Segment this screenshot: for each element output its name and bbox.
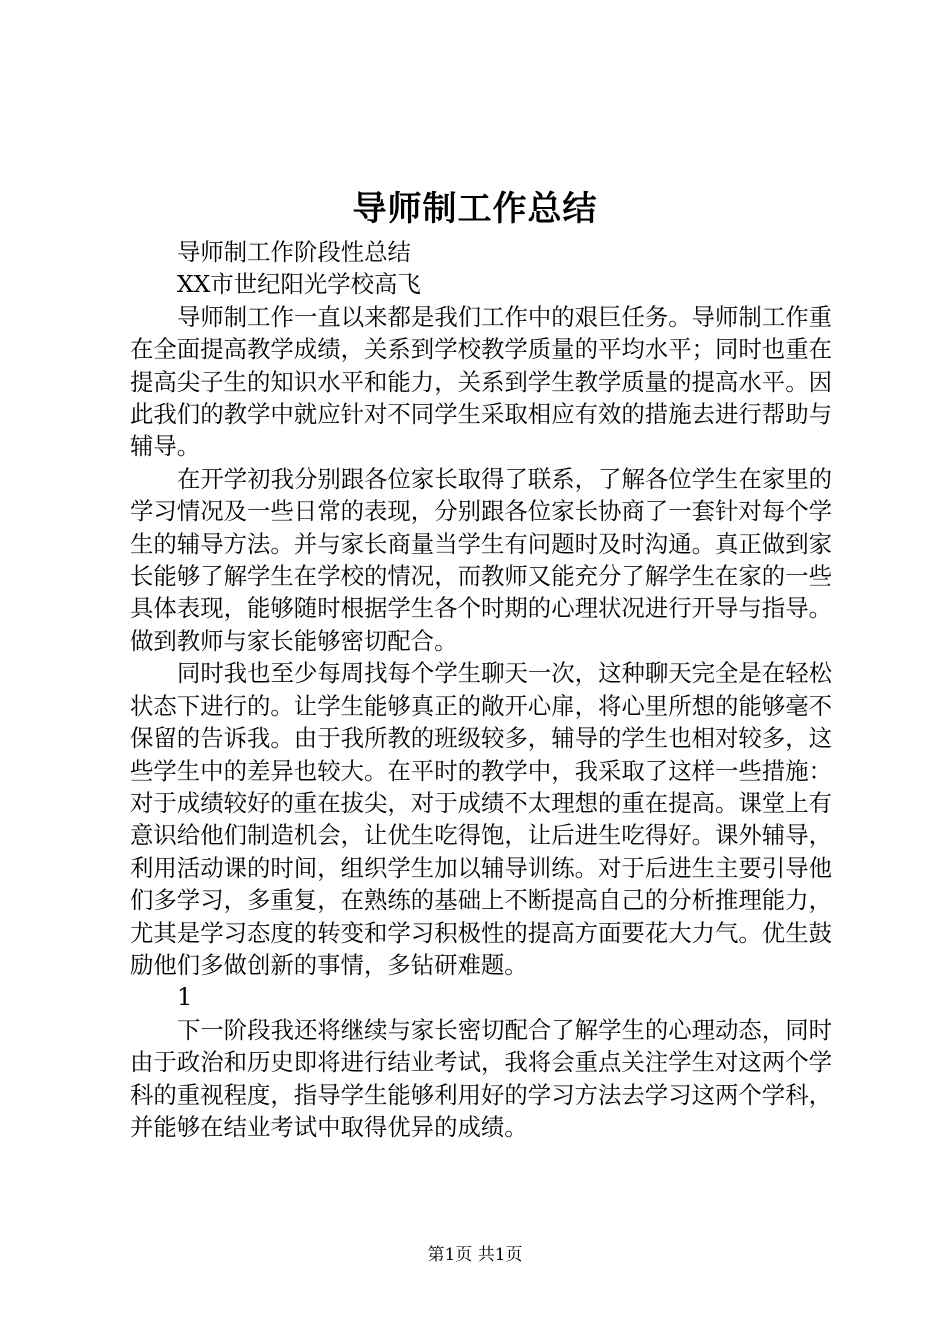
paragraph-3: 同时我也至少每周找每个学生聊天一次，这种聊天完全是在轻松状态下进行的。让学生能够真正的敞开心扉，将心里所想的能够毫不保留的告诉我。由于我所教的班级较多，辅导的学生也相对较多，这些学生中的差异也较大。在平时的教学中，我采取了这样一些措施：对于成绩较好的重在拔尖，对于成绩不太理想的重在提高。课堂上有意识给他们制造机会，让优生吃得饱，让后进生吃得好。课外辅导，利用活动课的时间，组织学生加以辅导训练。对于后进生主要引导他们多学习，多重复，在熟练的基础上不断提高自己的分析推理能力，尤其是学习态度的转变和学习积极性的提高方面要花大力气。优生鼓励他们多做创新的事情，多钻研难题。 bbox=[130, 659, 832, 979]
document-body bbox=[130, 236, 832, 1143]
paragraph-1: 导师制工作一直以来都是我们工作中的艰巨任务。导师制工作重在全面提高教学成绩，关系到学校教学质量的平均水平；同时也重在提高尖子生的知识水平和能力，关系到学生教学质量的提高水平。因此我们的教学中就应针对不同学生采取相应有效的措施去进行帮助与辅导。 bbox=[130, 302, 832, 461]
document-subtitle: 导师制工作阶段性总结 bbox=[177, 238, 411, 266]
author-line: XX市世纪阳光学校高飞 bbox=[177, 270, 421, 299]
paragraph-4: 下一阶段我还将继续与家长密切配合了解学生的心理动态，同时由于政治和历史即将进行结业考试，我将会重点关注学生对这两个学科的重视程度，指导学生能够利用好的学习方法去学习这两个学科，并能够在结业考试中取得优异的成绩。 bbox=[130, 1015, 832, 1141]
page-footer: 第1页 共1页 bbox=[427, 1245, 523, 1265]
paragraph-2: 在开学初我分别跟各位家长取得了联系，了解各位学生在家里的学习情况及一些日常的表现，分别跟各位家长协商了一套针对每个学生的辅导方法。并与家长商量当学生有问题时及时沟通。真正做到家长能够了解学生在学校的情况，而教师又能充分了解学生在家的一些具体表现，能够随时根据学生各个时期的心理状况进行开导与指导。做到教师与家长能够密切配合。 bbox=[130, 464, 832, 655]
document-title: 导师制工作总结 bbox=[352, 189, 598, 229]
inline-page-number: 1 bbox=[177, 983, 193, 1012]
